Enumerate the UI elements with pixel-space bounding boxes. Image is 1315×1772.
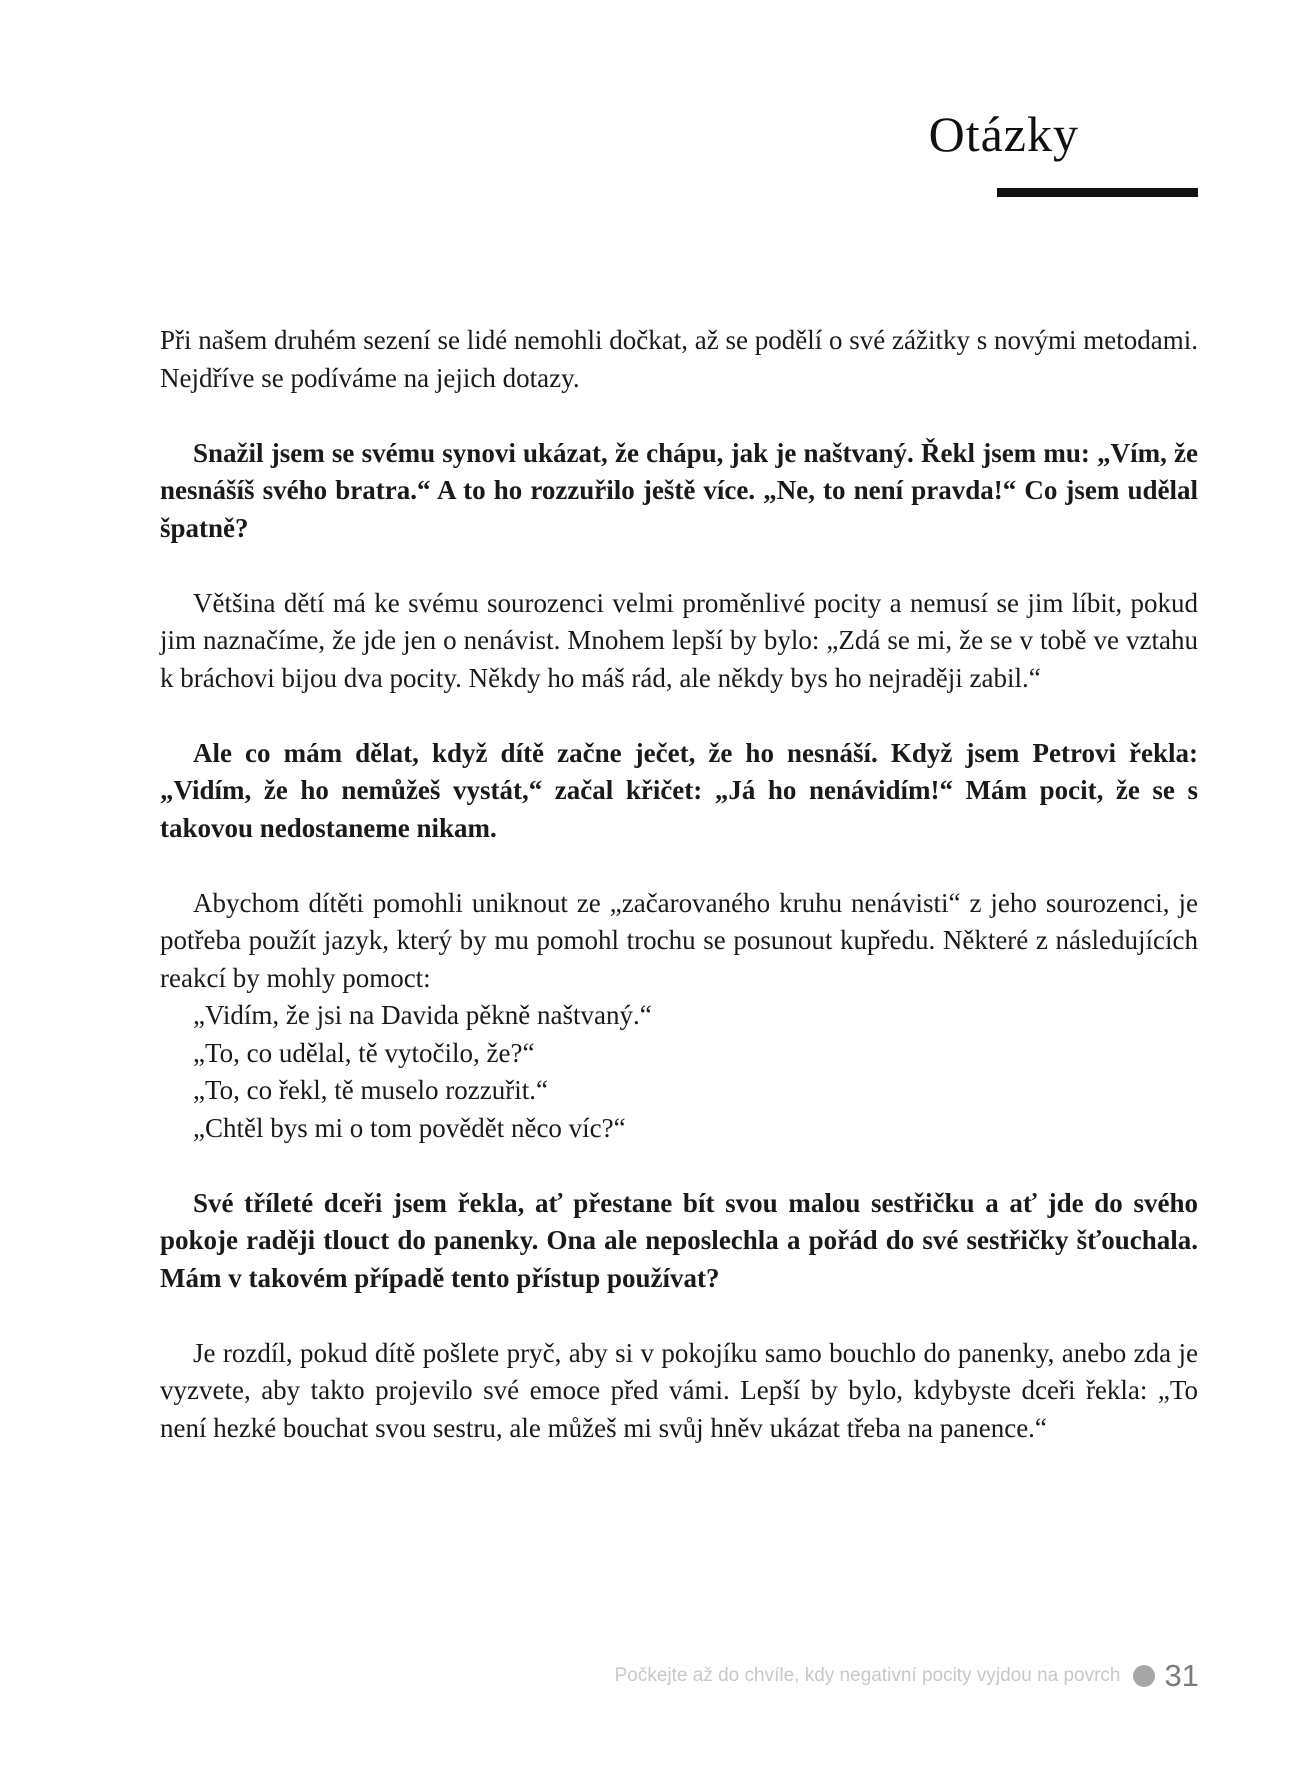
question-1: Snažil jsem se svému synovi ukázat, že chápu, jak je naštvaný. Řekl jsem mu: „Vím, že nesnášíš svého bratra.“ A to ho rozzuřilo ještě více. „Ne, to není pravda!“ Co jsem udělal špatně? (160, 437, 1198, 543)
intro-paragraph: Při našem druhém sezení se lidé nemohli dočkat, až se podělí o své zážitky s novými metodami. Nejdříve se podíváme na jejich dotazy. (160, 325, 1198, 393)
answer-2-quote: „Vidím, že jsi na Davida pěkně naštvaný.“ (193, 1000, 652, 1030)
page-number: 31 (1164, 1658, 1199, 1693)
answer-1: Většina dětí má ke svému sourozenci velmi proměnlivé pocity a nemusí se jim líbit, pokud jim naznačíme, že jde jen o nenávist. Mnohem lepší by bylo: „Zdá se mi, že se v tobě ve vztahu k bráchovi bijou dva pocity. Někdy ho máš rád, ale někdy bys ho nejraději zabil.“ (160, 587, 1198, 693)
footer-bullet-icon (1133, 1665, 1155, 1687)
page-title: Otázky (928, 106, 1079, 162)
answer-2-quote: „To, co řekl, tě muselo rozzuřit.“ (193, 1075, 548, 1105)
running-title: Počkejte až do chvíle, kdy negativní pocity vyjdou na povrch (614, 1665, 1121, 1686)
answer-3: Je rozdíl, pokud dítě pošlete pryč, aby si v pokojíku samo bouchlo do panenky, anebo zda je vyzvete, aby takto projevilo své emoce před vámi. Lepší by bylo, kdybyste dceři řekla: „To není hezké bouchat svou sestru, ale můžeš mi svůj hněv ukázat třeba na panence.“ (160, 1337, 1198, 1443)
answer-2-quote: „Chtěl bys mi o tom povědět něco víc?“ (193, 1112, 626, 1143)
answer-2-quote: „To, co udělal, tě vytočilo, že?“ (193, 1037, 535, 1068)
answer-2: Abychom dítěti pomohli uniknout ze „začarovaného kruhu nenávisti“ z jeho sourozenci, je potřeba použít jazyk, který by mu pomohl trochu se posunout kupředu. Některé z následujících reakcí by mohly pomoct: (160, 887, 1198, 993)
question-3: Své tříleté dceři jsem řekla, ať přestane bít svou malou sestřičku a ať jde do svého pokoje raději tlouct do panenky. Ona ale neposlechla a pořád do své sestřičky šťouchala. Mám v takovém případě tento přístup používat? (160, 1187, 1198, 1293)
title-underline (997, 188, 1198, 197)
page-footer (615, 1656, 1199, 1696)
question-2: Ale co mám dělat, když dítě začne ječet, že ho nesnáší. Když jsem Petrovi řekla: „Vidím, že ho nemůžeš vystát,“ začal křičet: „Já ho nenávidím!“ Mám pocit, že se s takovou nedostaneme nikam. (160, 737, 1198, 843)
page-body (160, 322, 1198, 1447)
